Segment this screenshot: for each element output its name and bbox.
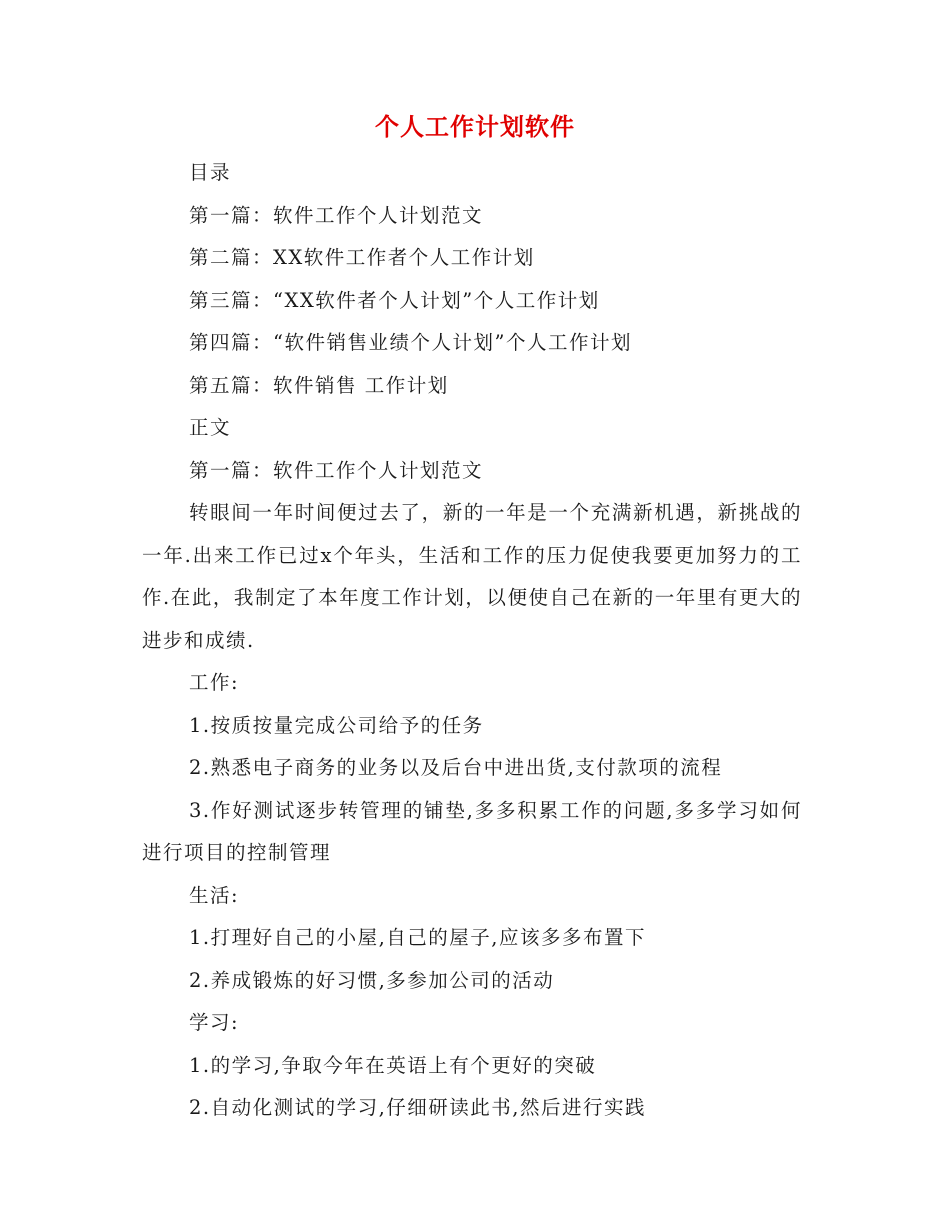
study-item: 2.自动化测试的学习,仔细研读此书,然后进行实践 xyxy=(189,1096,647,1119)
toc-item: 第五篇：软件销售 工作计划 xyxy=(189,373,449,397)
life-item: 2.养成锻炼的好习惯,多参加公司的活动 xyxy=(189,968,555,992)
work-item: 2.熟悉电子商务的业务以及后台中进出货,支付款项的流程 xyxy=(189,756,723,779)
toc-heading: 目录 xyxy=(189,161,232,184)
work-heading: 工作: xyxy=(189,671,240,694)
body-heading: 正文 xyxy=(189,416,232,439)
life-heading: 生活: xyxy=(189,883,240,907)
intro-paragraph: 转眼间一年时间便过去了，新的一年是一个充满新机遇，新挑战的一年.出来工作已过x个年头，生活和工作的压力促使我要更加努力的工作.在此，我制定了本年度工作计划，以便使自己在新的一年里有更大的进步和成绩. xyxy=(142,501,802,652)
toc-item: 第二篇：XX软件工作者个人工作计划 xyxy=(189,246,535,269)
work-item: 1.按质按量完成公司给予的任务 xyxy=(189,713,484,737)
toc-item: 第三篇：“XX软件者个人计划”个人工作计划 xyxy=(189,288,600,312)
life-item: 1.打理好自己的小屋,自己的屋子,应该多多布置下 xyxy=(189,926,647,949)
document-body xyxy=(142,152,802,1130)
section-title: 第一篇：软件工作个人计划范文 xyxy=(189,458,484,482)
work-item: 3.作好测试逐步转管理的铺垫,多多积累工作的问题,多多学习如何进行项目的控制管理 xyxy=(142,798,802,864)
document-title: 个人工作计划软件 xyxy=(375,112,575,141)
study-item: 1.的学习,争取今年在英语上有个更好的突破 xyxy=(189,1053,597,1077)
study-heading: 学习: xyxy=(189,1011,240,1034)
toc-item: 第四篇：“软件销售业绩个人计划”个人工作计划 xyxy=(189,331,632,354)
toc-item: 第一篇：软件工作个人计划范文 xyxy=(189,203,484,227)
